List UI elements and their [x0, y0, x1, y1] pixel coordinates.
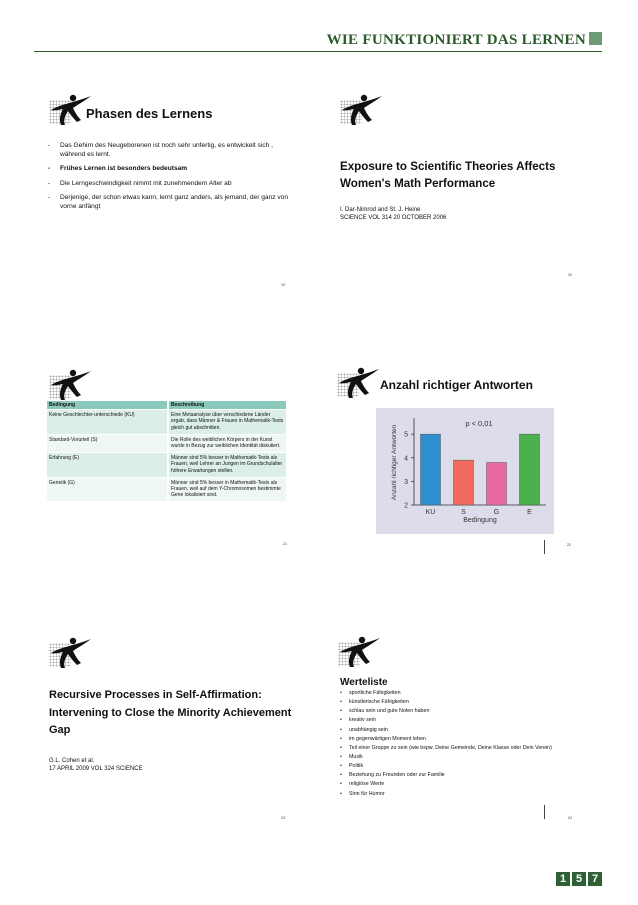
- bar: [520, 434, 540, 505]
- bar: [421, 434, 441, 505]
- values-list: [340, 690, 565, 800]
- institute-logo-icon: [47, 635, 93, 669]
- page-number-digit: 1: [556, 872, 570, 886]
- conditions-table: [47, 401, 288, 501]
- bar: [454, 460, 474, 505]
- y-axis-label: Anzahl richtiger Antworten: [391, 424, 398, 501]
- slide2-authors: I. Dar-Nimrod and St. J. Heine: [340, 207, 421, 213]
- condition-cell: Standard-Vorurteil (S): [47, 434, 168, 452]
- list-item: • Musik: [340, 754, 565, 761]
- page-number-digit: 5: [572, 872, 586, 886]
- list-item: • schlau sein und gute Noten haben: [340, 708, 565, 715]
- bullet-item: - Frühes Lernen ist besonders bedeutsam: [48, 165, 298, 174]
- slide2-number: 20: [568, 273, 572, 277]
- slide2-title: Exposure to Scientific Theories Affects Women's Math Performance: [340, 160, 556, 190]
- header-square-icon: [589, 32, 602, 45]
- page-header-title: WIE FUNKTIONIERT DAS LERNEN: [326, 32, 586, 48]
- x-tick-label: S: [461, 509, 466, 516]
- institute-logo-icon: [47, 367, 93, 401]
- description-cell: Männer sind 5% besser in Mathematik-Tests als Frauen, weil auf dem Y-Chromosomen bestimmte Gene lokalisiert sind.: [168, 477, 287, 501]
- description-cell: Die Rolle des weiblichen Körpers in der Kunst wurde in Bezug zur weiblichen Identität diskutiert.: [168, 434, 287, 452]
- slide6-divider: [544, 805, 545, 819]
- condition-cell: Genetik (G): [47, 477, 168, 501]
- table-header-cell: Bedingung: [47, 401, 168, 410]
- bar-chart-svg: [376, 408, 554, 534]
- slide5-number: 23: [281, 816, 285, 820]
- list-item: • unabhängig sein: [340, 727, 565, 734]
- condition-cell: Erfahrung (E): [47, 453, 168, 478]
- table-row: [47, 434, 287, 452]
- slide2-source: SCIENCE VOL 314 20 OCTOBER 2006: [340, 215, 447, 222]
- slide3-number: 21: [283, 542, 287, 546]
- description-cell: Männer sind 5% besser in Mathematik-Tests als Frauen, weil Lehrer an Jungen im Grundschulalter höhere Erwartungen stellen.: [168, 453, 287, 478]
- table-row: [47, 477, 287, 501]
- table-header-row: [47, 401, 287, 410]
- slide5-title: Recursive Processes in Self-Affirmation: Intervening to Close the Minority Achievement Gap: [49, 689, 292, 736]
- x-axis-label: Bedingung: [463, 517, 497, 524]
- page-number: [556, 872, 602, 886]
- bullet-item: - Derjenige, der schon etwas kann, lernt ganz anders, als jemand, der ganz von vorne anfängt: [48, 194, 298, 211]
- slide5-authors: G.L. Cohen et al.: [49, 758, 95, 764]
- slide5-source: 17 APRIL 2009 VOL 324 SCIENCE: [49, 766, 143, 773]
- list-item: • künstlerische Fähigkeiten: [340, 699, 565, 706]
- bar: [487, 463, 507, 506]
- list-item: • religiöse Werte: [340, 781, 565, 788]
- list-item: • Teil einer Gruppe zu sein (wie bspw. Deine Gemeinde, Deine Klasse oder Dein Verein): [340, 745, 565, 752]
- list-item: • Sinn für Humor: [340, 791, 565, 798]
- p-value-annotation: p < 0,01: [465, 419, 493, 428]
- bar-chart: [376, 408, 554, 534]
- slide4-divider: [544, 540, 545, 554]
- list-item: • Beziehung zu Freunden oder zur Familie: [340, 772, 565, 779]
- institute-logo-icon: [338, 92, 384, 126]
- condition-cell: Keine Geschlechter-unterschiede (KU): [47, 410, 168, 435]
- table-header-cell: Beschreibung: [168, 401, 287, 410]
- institute-logo-icon: [335, 365, 381, 399]
- header-divider: [34, 51, 602, 52]
- x-tick-label: KU: [425, 509, 436, 516]
- slide4-number: 22: [567, 543, 571, 547]
- slide5-citation: [49, 757, 143, 774]
- description-cell: Eine Metaanalyse über verschiedene Länder ergab, dass Männer & Frauen in Mathematik-Tests gleich gut abschnitten.: [168, 410, 287, 435]
- y-tick-label: 2: [404, 502, 408, 510]
- y-tick-label: 3: [404, 478, 408, 486]
- x-tick-label: G: [493, 509, 500, 516]
- x-tick-label: E: [527, 509, 532, 516]
- institute-logo-icon: [336, 634, 382, 668]
- table-row: [47, 453, 287, 478]
- slide1-title: Phasen des Lernens: [86, 106, 213, 121]
- list-item: • sportliche Fähigkeiten: [340, 690, 565, 697]
- bullet-item: - Die Lerngeschwindigkeit nimmt mit zunehmendem Alter ab: [48, 180, 298, 189]
- bullet-item: - Das Gehirn des Neugeborenen ist noch sehr unfertig, es entwickelt sich , während es lernt.: [48, 142, 298, 159]
- page-number-digit: 7: [588, 872, 602, 886]
- slide1-bullet-list: [48, 142, 298, 218]
- slide4-title: Anzahl richtiger Antworten: [380, 378, 533, 392]
- y-tick-label: 4: [404, 455, 408, 463]
- slide6-number: 24: [568, 816, 572, 820]
- list-item: • Politik: [340, 763, 565, 770]
- y-tick-label: 5: [404, 431, 408, 439]
- slide6-title: Werteliste: [340, 677, 388, 688]
- list-item: • kreativ sein: [340, 717, 565, 724]
- slide2-citation: [340, 206, 446, 223]
- list-item: • im gegenwärtigen Moment leben: [340, 736, 565, 743]
- table-row: [47, 410, 287, 435]
- slide1-number: 19: [281, 283, 285, 287]
